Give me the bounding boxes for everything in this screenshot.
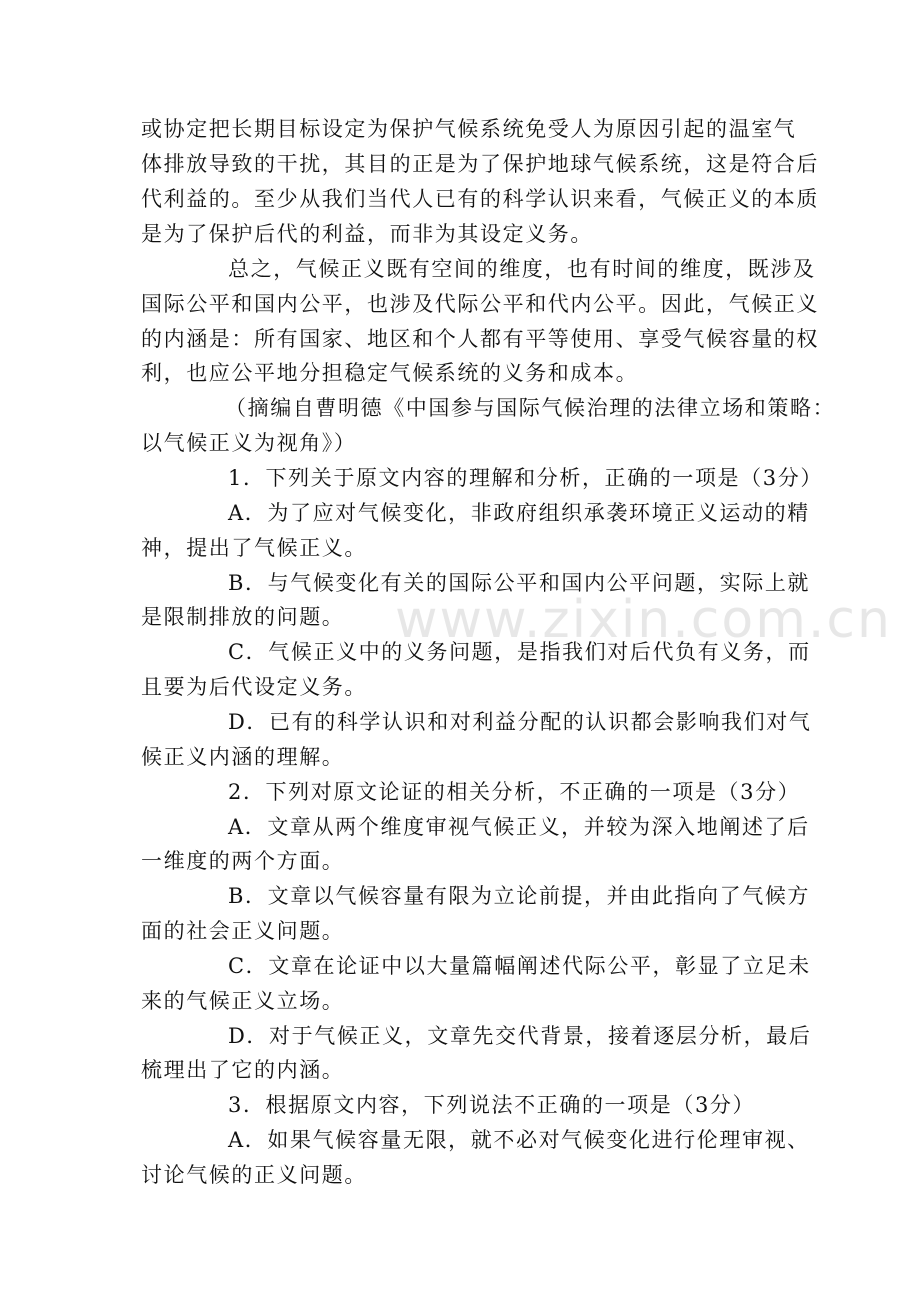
option-d-cont: 候正义内涵的理解。 — [141, 745, 345, 769]
text-line: 的内涵是：所有国家、地区和个人都有平等使用、享受气候容量的权 — [141, 327, 819, 351]
text-line: 国际公平和国内公平，也涉及代际公平和代内公平。因此，气候正义 — [141, 292, 819, 316]
option-a: A．如果气候容量无限，就不必对气候变化进行伦理审视、 — [228, 1128, 810, 1152]
text-line: 总之，气候正义既有空间的维度，也有时间的维度，既涉及 — [228, 257, 816, 281]
text-line: 或协定把长期目标设定为保护气候系统免受人为原因引起的温室气 — [141, 117, 797, 141]
option-d: D．已有的科学认识和对利益分配的认识都会影响我们对气 — [228, 710, 812, 734]
option-a: A．为了应对气候变化，非政府组织承袭环境正义运动的精 — [228, 501, 810, 525]
option-b: B．与气候变化有关的国际公平和国内公平问题，实际上就 — [228, 571, 811, 595]
source-citation: 以气候正义为视角》） — [141, 431, 357, 455]
option-c: C．气候正义中的义务问题，是指我们对后代负有义务，而 — [228, 640, 811, 664]
text-line: 代利益的。至少从我们当代人已有的科学认识来看，气候正义的本质 — [141, 187, 819, 211]
option-b-cont: 面的社会正义问题。 — [141, 919, 345, 943]
option-c: C．文章在论证中以大量篇幅阐述代际公平，彰显了立足未 — [228, 954, 811, 978]
text-line: 利，也应公平地分担稳定气候系统的义务和成本。 — [141, 361, 639, 385]
option-a-cont: 一维度的两个方面。 — [141, 849, 345, 873]
option-a: A．文章从两个维度审视气候正义，并较为深入地阐述了后 — [228, 815, 810, 839]
source-citation: （摘编自曹明德《中国参与国际气候治理的法律立场和策略： — [225, 396, 836, 420]
watermark: www.zixin.com.cn — [395, 590, 892, 650]
option-d-cont: 梳理出了它的内涵。 — [141, 1058, 345, 1082]
option-d: D．对于气候正义，文章先交代背景，接着逐层分析，最后 — [228, 1024, 812, 1048]
option-b-cont: 是限制排放的问题。 — [141, 605, 345, 629]
option-a-cont: 神，提出了气候正义。 — [141, 536, 367, 560]
option-a-cont: 讨论气候的正义问题。 — [141, 1163, 367, 1187]
question-1: 1．下列关于原文内容的理解和分析，正确的一项是（3分） — [228, 466, 823, 490]
option-c-cont: 来的气候正义立场。 — [141, 989, 345, 1013]
text-line: 是为了保护后代的利益，而非为其设定义务。 — [141, 222, 593, 246]
option-c-cont: 且要为后代设定义务。 — [141, 675, 367, 699]
text-line: 体排放导致的干扰，其目的正是为了保护地球气候系统，这是符合后 — [141, 152, 819, 176]
question-2: 2．下列对原文论证的相关分析，不正确的一项是（3分） — [228, 780, 801, 804]
question-3: 3．根据原文内容，下列说法不正确的一项是（3分） — [228, 1093, 756, 1117]
option-b: B．文章以气候容量有限为立论前提，并由此指向了气候方 — [228, 884, 811, 908]
